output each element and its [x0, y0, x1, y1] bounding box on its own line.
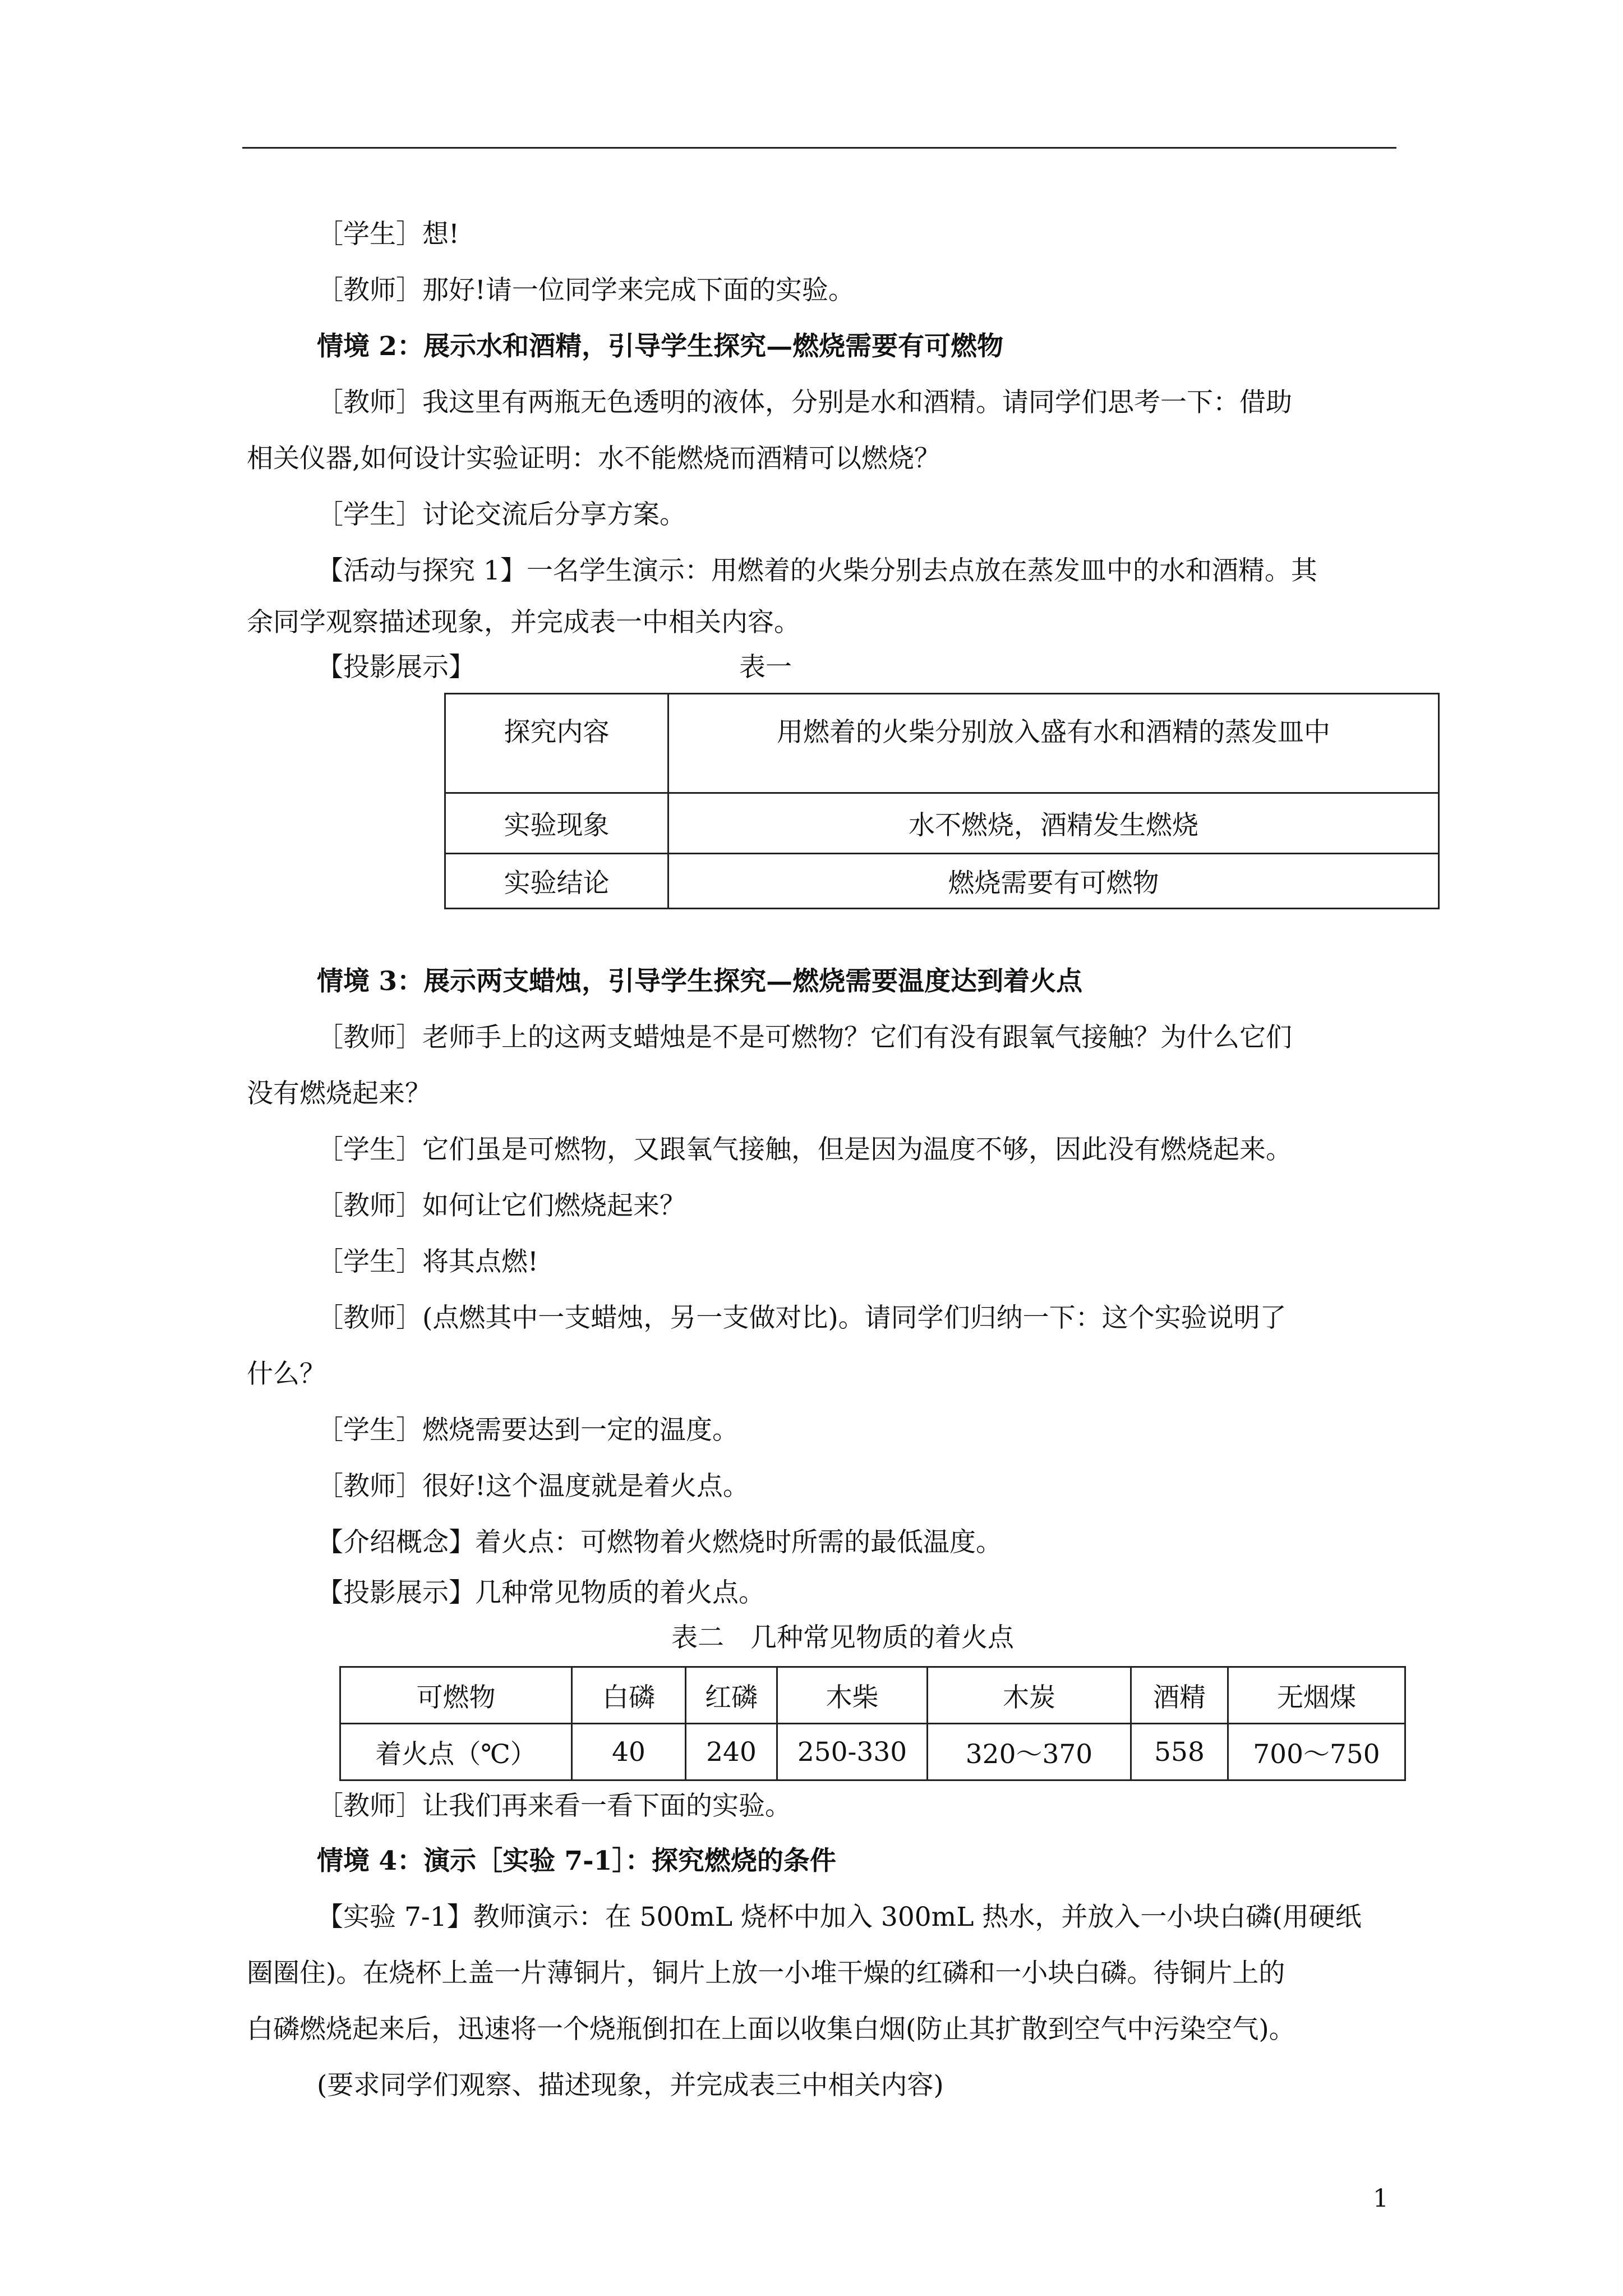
table-row	[340, 1667, 1405, 1724]
table-cell: 700～750	[1228, 1724, 1405, 1780]
table-cell: 实验现象	[445, 793, 668, 854]
table-cell: 40	[572, 1724, 686, 1780]
table2	[339, 1666, 1406, 1781]
paragraph: 没有燃烧起来？	[247, 1078, 431, 1109]
table-cell: 用燃着的火柴分别放入盛有水和酒精的蒸发皿中	[668, 694, 1439, 793]
paragraph: 【活动与探究 1】一名学生演示：用燃着的火柴分别去点放在蒸发皿中的水和酒精。其	[317, 555, 1317, 586]
paragraph: 【介绍概念】着火点：可燃物着火燃烧时所需的最低温度。	[317, 1527, 1002, 1558]
table-cell: 红磷	[686, 1667, 777, 1724]
paragraph: ［教师］很好!这个温度就是着火点。	[317, 1471, 749, 1502]
table-cell: 酒精	[1131, 1667, 1228, 1724]
paragraph: ［教师］我这里有两瓶无色透明的液体，分别是水和酒精。请同学们思考一下：借助	[317, 387, 1292, 418]
paragraph: ［学生］讨论交流后分享方案。	[317, 499, 686, 530]
paragraph: 白磷燃烧起来后，迅速将一个烧瓶倒扣在上面以收集白烟(防止其扩散到空气中污染空气)。	[247, 2014, 1295, 2045]
paragraph: ［教师］老师手上的这两支蜡烛是不是可燃物？它们有没有跟氧气接触？为什么它们	[317, 1022, 1292, 1053]
paragraph: ［学生］想!	[317, 219, 459, 250]
table-cell: 木炭	[928, 1667, 1131, 1724]
paragraph: ［教师］(点燃其中一支蜡烛，另一支做对比)。请同学们归纳一下：这个实验说明了	[317, 1303, 1287, 1333]
paragraph: 余同学观察描述现象，并完成表一中相关内容。	[247, 607, 800, 638]
table-cell: 250-330	[777, 1724, 928, 1780]
paragraph: 圈圈住)。在烧杯上盖一片薄铜片，铜片上放一小堆干燥的红磷和一小块白磷。待铜片上的	[247, 1958, 1285, 1989]
table-cell: 实验结论	[445, 854, 668, 909]
page-number: 1	[1373, 2184, 1389, 2213]
paragraph: 【实验 7-1】教师演示：在 500mL 烧杯中加入 300mL 热水，并放入一小块白磷(用硬纸	[317, 1902, 1362, 1932]
paragraph: 什么？	[247, 1359, 326, 1389]
table-cell: 320～370	[928, 1724, 1131, 1780]
table-cell: 探究内容	[445, 694, 668, 793]
table-row	[445, 793, 1439, 854]
table-cell: 240	[686, 1724, 777, 1780]
paragraph: ［教师］让我们再来看一看下面的实验。	[317, 1791, 791, 1821]
paragraph: 【投影展示】几种常见物质的着火点。	[317, 1577, 765, 1608]
section-heading: 情境 2：展示水和酒精，引导学生探究—燃烧需要有可燃物	[317, 331, 1004, 362]
table2-caption: 表二 几种常见物质的着火点	[671, 1622, 1014, 1653]
paragraph: ［教师］如何让它们燃烧起来？	[317, 1190, 686, 1221]
header-rule	[242, 147, 1396, 149]
table-row	[445, 694, 1439, 793]
paragraph: ［学生］它们虽是可燃物，又跟氧气接触，但是因为温度不够，因此没有燃烧起来。	[317, 1134, 1292, 1165]
table-row	[445, 854, 1439, 909]
table1-caption: 表一	[739, 652, 792, 683]
paragraph: 【投影展示】	[317, 652, 475, 683]
table-cell: 无烟煤	[1228, 1667, 1405, 1724]
table-cell: 水不燃烧，酒精发生燃烧	[668, 793, 1439, 854]
paragraph: ［学生］燃烧需要达到一定的温度。	[317, 1415, 739, 1446]
table-cell: 可燃物	[340, 1667, 572, 1724]
paragraph: (要求同学们观察、描述现象，并完成表三中相关内容)	[317, 2070, 944, 2101]
section-heading: 情境 3：展示两支蜡烛，引导学生探究—燃烧需要温度达到着火点	[317, 966, 1083, 997]
paragraph: 相关仪器,如何设计实验证明：水不能燃烧而酒精可以燃烧？	[247, 443, 940, 474]
section-heading: 情境 4：演示［实验 7-1］：探究燃烧的条件	[317, 1846, 836, 1876]
table-cell: 燃烧需要有可燃物	[668, 854, 1439, 909]
paragraph: ［教师］那好!请一位同学来完成下面的实验。	[317, 275, 855, 306]
table-cell: 木柴	[777, 1667, 928, 1724]
table-cell: 白磷	[572, 1667, 686, 1724]
paragraph: ［学生］将其点燃!	[317, 1246, 538, 1277]
table1	[444, 693, 1440, 909]
table-row	[340, 1724, 1405, 1780]
table-cell: 558	[1131, 1724, 1228, 1780]
table-cell: 着火点（℃）	[340, 1724, 572, 1780]
